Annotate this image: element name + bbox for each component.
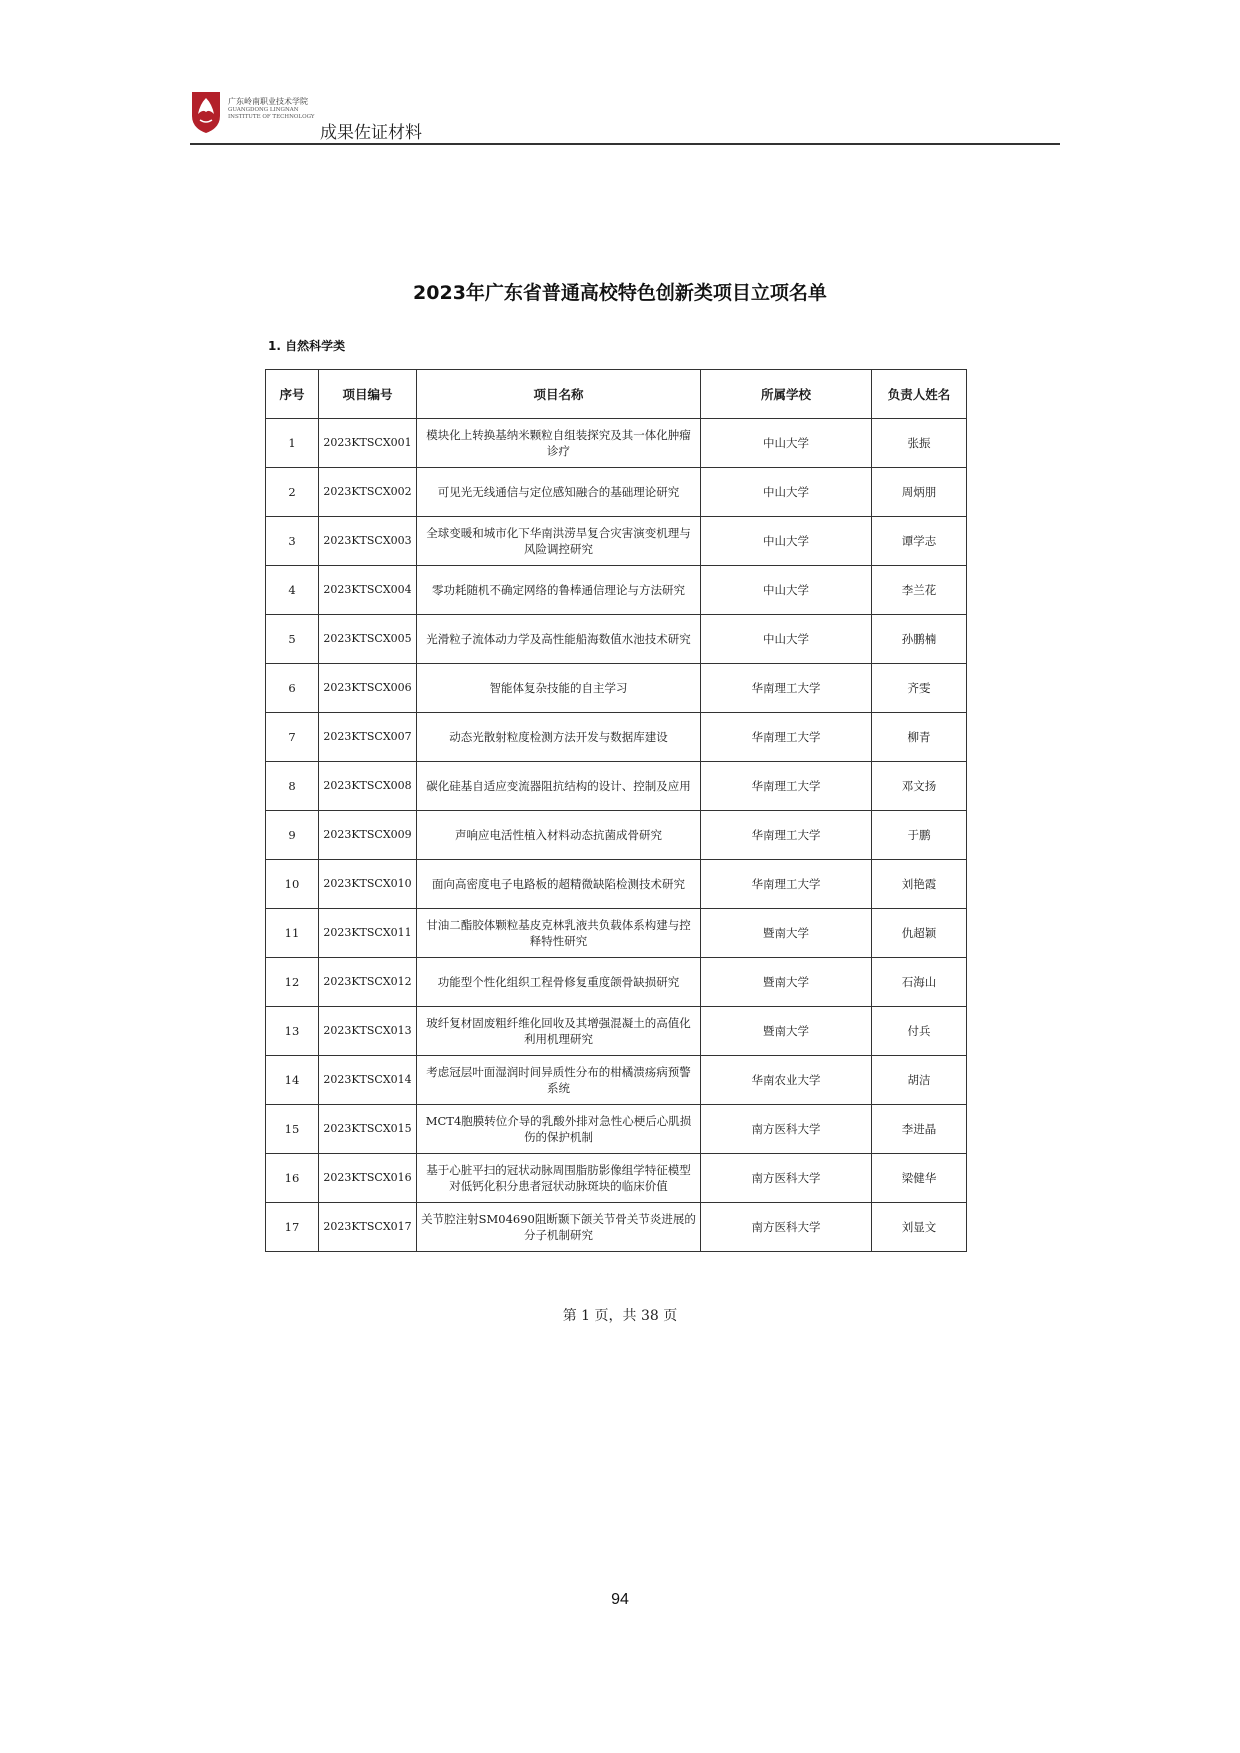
cell-project-code: 2023KTSCX001: [319, 419, 417, 468]
cell-school: 中山大学: [701, 517, 872, 566]
column-header-code: 项目编号: [319, 370, 417, 419]
table-row: [266, 1007, 967, 1056]
cell-project-name: 功能型个性化组织工程骨修复重度颌骨缺损研究: [417, 958, 701, 1007]
cell-project-name: 动态光散射粒度检测方法开发与数据库建设: [417, 713, 701, 762]
cell-project-name: 声响应电活性植入材料动态抗菌成骨研究: [417, 811, 701, 860]
table-row: [266, 909, 967, 958]
table-row: [266, 762, 967, 811]
cell-leader: 付兵: [872, 1007, 967, 1056]
cell-school: 中山大学: [701, 419, 872, 468]
cell-leader: 刘艳霞: [872, 860, 967, 909]
table-row: [266, 468, 967, 517]
cell-leader: 李兰花: [872, 566, 967, 615]
cell-index: 4: [266, 566, 319, 615]
cell-project-code: 2023KTSCX013: [319, 1007, 417, 1056]
cell-project-code: 2023KTSCX004: [319, 566, 417, 615]
table-row: [266, 811, 967, 860]
cell-index: 14: [266, 1056, 319, 1105]
section-heading: 1. 自然科学类: [268, 339, 346, 353]
cell-school: 南方医科大学: [701, 1203, 872, 1252]
cell-project-code: 2023KTSCX005: [319, 615, 417, 664]
cell-leader: 齐雯: [872, 664, 967, 713]
school-name-cn: 广东岭南职业技术学院: [228, 97, 308, 106]
cell-leader: 孙鹏楠: [872, 615, 967, 664]
cell-project-name: 甘油二酯胶体颗粒基皮克林乳液共负载体系构建与控释特性研究: [417, 909, 701, 958]
table-row: [266, 860, 967, 909]
cell-project-code: 2023KTSCX007: [319, 713, 417, 762]
cell-leader: 石海山: [872, 958, 967, 1007]
cell-project-code: 2023KTSCX003: [319, 517, 417, 566]
phoenix-shield-logo-icon: [190, 90, 222, 134]
cell-index: 7: [266, 713, 319, 762]
cell-school: 中山大学: [701, 615, 872, 664]
cell-index: 2: [266, 468, 319, 517]
cell-index: 3: [266, 517, 319, 566]
cell-leader: 柳青: [872, 713, 967, 762]
cell-index: 5: [266, 615, 319, 664]
cell-project-name: 面向高密度电子电路板的超精微缺陷检测技术研究: [417, 860, 701, 909]
cell-index: 12: [266, 958, 319, 1007]
page-number: 94: [611, 1591, 629, 1608]
cell-index: 8: [266, 762, 319, 811]
cell-project-name: 模块化上转换基纳米颗粒自组装探究及其一体化肿瘤诊疗: [417, 419, 701, 468]
school-name-en: [228, 107, 315, 121]
cell-school: 暨南大学: [701, 1007, 872, 1056]
cell-school: 暨南大学: [701, 909, 872, 958]
table-row: [266, 1105, 967, 1154]
cell-leader: 刘显文: [872, 1203, 967, 1252]
cell-leader: 邓文扬: [872, 762, 967, 811]
cell-leader: 李进晶: [872, 1105, 967, 1154]
cell-leader: 谭学志: [872, 517, 967, 566]
school-name-en-line1: GUANGDONG LINGNAN: [228, 107, 299, 113]
cell-index: 1: [266, 419, 319, 468]
project-table: [265, 369, 967, 1252]
header-divider: [190, 143, 1060, 145]
cell-project-name: 可见光无线通信与定位感知融合的基础理论研究: [417, 468, 701, 517]
cell-school: 华南理工大学: [701, 713, 872, 762]
cell-project-code: 2023KTSCX015: [319, 1105, 417, 1154]
cell-leader: 张振: [872, 419, 967, 468]
page-count: 第 1 页，共 38 页: [562, 1308, 678, 1324]
column-header-leader: 负责人姓名: [872, 370, 967, 419]
cell-index: 16: [266, 1154, 319, 1203]
table-row: [266, 1154, 967, 1203]
header-subtitle: 成果佐证材料: [320, 123, 422, 143]
cell-school: 华南理工大学: [701, 762, 872, 811]
cell-leader: 周炳朋: [872, 468, 967, 517]
column-header-school: 所属学校: [701, 370, 872, 419]
cell-school: 华南理工大学: [701, 811, 872, 860]
cell-project-code: 2023KTSCX008: [319, 762, 417, 811]
cell-school: 中山大学: [701, 566, 872, 615]
cell-project-code: 2023KTSCX016: [319, 1154, 417, 1203]
cell-school: 中山大学: [701, 468, 872, 517]
cell-index: 9: [266, 811, 319, 860]
table-header-row: [266, 370, 967, 419]
cell-project-code: 2023KTSCX014: [319, 1056, 417, 1105]
cell-project-code: 2023KTSCX010: [319, 860, 417, 909]
table-row: [266, 1203, 967, 1252]
table-body: [266, 419, 967, 1252]
cell-index: 10: [266, 860, 319, 909]
table-row: [266, 664, 967, 713]
table-row: [266, 615, 967, 664]
cell-project-name: 光滑粒子流体动力学及高性能船海数值水池技术研究: [417, 615, 701, 664]
cell-project-name: MCT4胞膜转位介导的乳酸外排对急性心梗后心肌损伤的保护机制: [417, 1105, 701, 1154]
school-name-en-line2: INSTITUTE OF TECHNOLOGY: [228, 114, 315, 120]
cell-leader: 于鹏: [872, 811, 967, 860]
cell-school: 华南农业大学: [701, 1056, 872, 1105]
cell-leader: 梁健华: [872, 1154, 967, 1203]
cell-project-name: 考虑冠层叶面湿润时间异质性分布的柑橘溃疡病预警系统: [417, 1056, 701, 1105]
table-row: [266, 566, 967, 615]
table-row: [266, 1056, 967, 1105]
cell-index: 15: [266, 1105, 319, 1154]
cell-school: 南方医科大学: [701, 1105, 872, 1154]
cell-project-code: 2023KTSCX009: [319, 811, 417, 860]
cell-leader: 胡洁: [872, 1056, 967, 1105]
cell-school: 暨南大学: [701, 958, 872, 1007]
table-row: [266, 958, 967, 1007]
cell-project-code: 2023KTSCX012: [319, 958, 417, 1007]
cell-project-code: 2023KTSCX011: [319, 909, 417, 958]
table-row: [266, 419, 967, 468]
cell-school: 南方医科大学: [701, 1154, 872, 1203]
cell-leader: 仇超颖: [872, 909, 967, 958]
document-title: 2023年广东省普通高校特色创新类项目立项名单: [413, 282, 827, 304]
cell-school: 华南理工大学: [701, 860, 872, 909]
cell-project-code: 2023KTSCX017: [319, 1203, 417, 1252]
cell-project-code: 2023KTSCX002: [319, 468, 417, 517]
cell-index: 17: [266, 1203, 319, 1252]
cell-project-code: 2023KTSCX006: [319, 664, 417, 713]
cell-project-name: 智能体复杂技能的自主学习: [417, 664, 701, 713]
cell-index: 13: [266, 1007, 319, 1056]
cell-index: 6: [266, 664, 319, 713]
cell-project-name: 碳化硅基自适应变流器阻抗结构的设计、控制及应用: [417, 762, 701, 811]
cell-school: 华南理工大学: [701, 664, 872, 713]
cell-project-name: 基于心脏平扫的冠状动脉周围脂肪影像组学特征模型对低钙化积分患者冠状动脉斑块的临床价值: [417, 1154, 701, 1203]
cell-project-name: 零功耗随机不确定网络的鲁棒通信理论与方法研究: [417, 566, 701, 615]
cell-index: 11: [266, 909, 319, 958]
column-header-index: 序号: [266, 370, 319, 419]
cell-project-name: 全球变暖和城市化下华南洪涝旱复合灾害演变机理与风险调控研究: [417, 517, 701, 566]
table-row: [266, 517, 967, 566]
cell-project-name: 玻纤复材固废粗纤维化回收及其增强混凝土的高值化利用机理研究: [417, 1007, 701, 1056]
column-header-name: 项目名称: [417, 370, 701, 419]
table-row: [266, 713, 967, 762]
page-header: [190, 90, 1060, 146]
cell-project-name: 关节腔注射SM04690阻断颞下颌关节骨关节炎进展的分子机制研究: [417, 1203, 701, 1252]
